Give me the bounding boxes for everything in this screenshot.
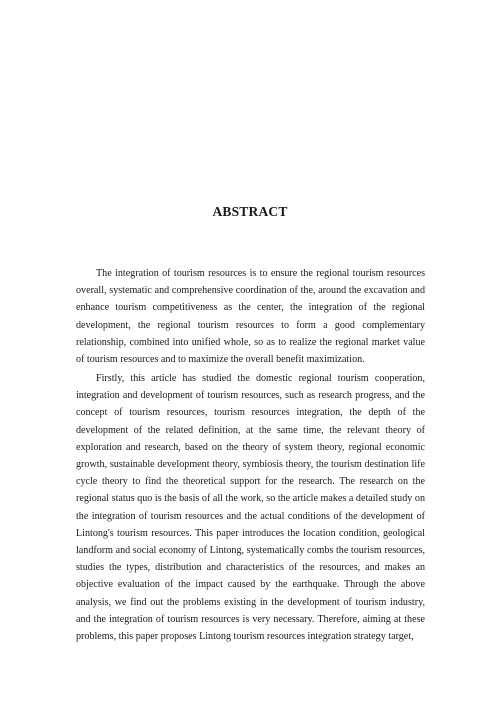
- abstract-title: ABSTRACT: [212, 204, 288, 219]
- abstract-paragraph-2: Firstly, this article has studied the domestic regional tourism cooperation, integration and development of tourism resources, such as research progress, and the concept of tourism resources, tourism resources integration, the depth of the development of the related definition, at the same time, the relevant theory of exploration and research, based on the theory of system theory, regional economic growth, sustainable development theory, symbiosis theory, the tourism destination life cycle theory to find the theoretical support for the research. The research on the regional status quo is the basis of all the work, so the article makes a detailed study on the integration of tourism resources and the actual conditions of the development of Lintong's tourism resources. This paper introduces the location condition, geological landform and social economy of Lintong, systematically combs the tourism resources, studies the types, distribution and characteristics of the resources, and makes an objective evaluation of the impact caused by the earthquake. Through the above analysis, we find out the problems existing in the development of tourism industry, and the integration of tourism resources is very necessary. Therefore, aiming at these problems, this paper proposes Lintong tourism resources integration strategy target,: [76, 373, 425, 643]
- abstract-paragraph-1: The integration of tourism resources is to ensure the regional tourism resources overall, systematic and comprehensive coordination of the, around the excavation and enhance tourism competitiveness as the center, the integration of the regional development, the regional tourism resources to form a good complementary relationship, combined into unified whole, so as to realize the regional market value of tourism resources and to maximize the overall benefit maximization.: [76, 268, 425, 366]
